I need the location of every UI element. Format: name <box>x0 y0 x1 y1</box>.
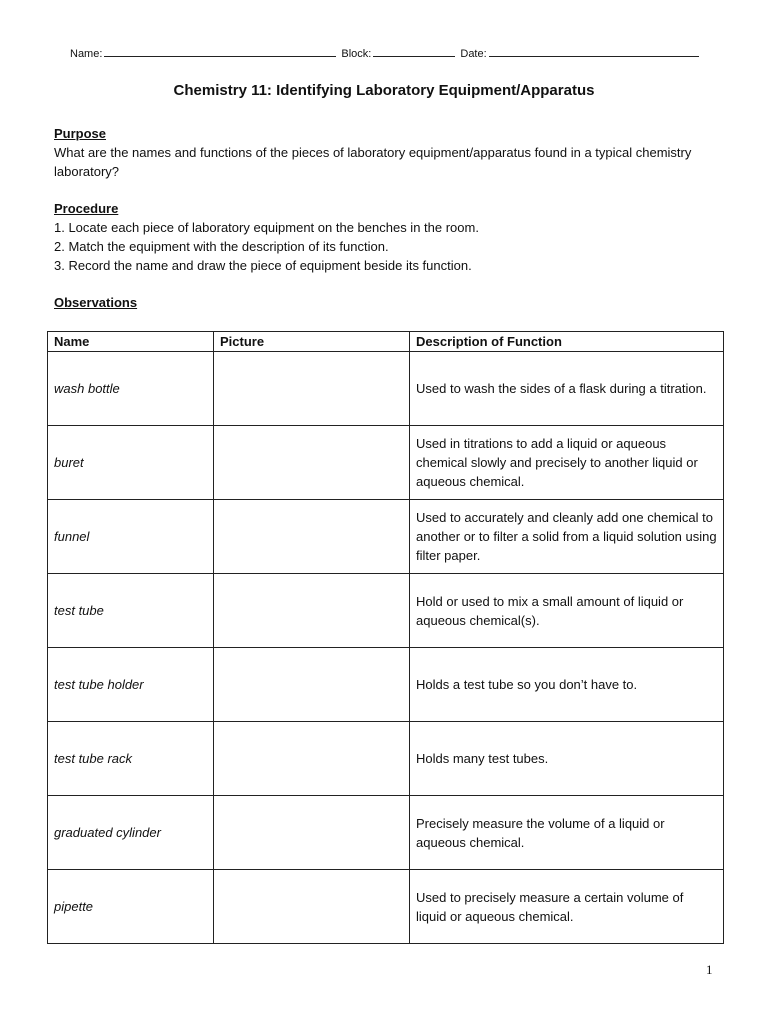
procedure-step: 1. Locate each piece of laboratory equipment on the benches in the room. <box>54 220 479 235</box>
purpose-heading: Purpose <box>54 126 107 141</box>
function-description: Holds a test tube so you don’t have to. <box>410 648 724 722</box>
block-field[interactable] <box>373 46 455 57</box>
function-description: Used to accurately and cleanly add one chemical to another or to filter a solid from a liquid solution using filter paper. <box>410 500 724 574</box>
function-description: Holds many test tubes. <box>410 722 724 796</box>
purpose-section <box>54 124 734 181</box>
equipment-name: test tube holder <box>48 648 214 722</box>
procedure-section <box>54 199 734 275</box>
observations-section <box>54 293 734 312</box>
equipment-name: funnel <box>48 500 214 574</box>
date-field[interactable] <box>489 46 699 57</box>
table-row <box>48 500 724 574</box>
block-label: Block: <box>341 48 372 60</box>
picture-cell[interactable] <box>214 870 410 944</box>
column-header-name: Name <box>48 332 214 352</box>
picture-cell[interactable] <box>214 500 410 574</box>
picture-cell[interactable] <box>214 574 410 648</box>
function-description: Used to precisely measure a certain volume of liquid or aqueous chemical. <box>410 870 724 944</box>
equipment-name: graduated cylinder <box>48 796 214 870</box>
table-row <box>48 796 724 870</box>
date-label: Date: <box>460 48 487 60</box>
equipment-name: wash bottle <box>48 352 214 426</box>
procedure-step: 2. Match the equipment with the description of its function. <box>54 239 389 254</box>
observations-heading: Observations <box>54 295 138 310</box>
column-header-description: Description of Function <box>410 332 724 352</box>
table-row <box>48 352 724 426</box>
equipment-name: test tube rack <box>48 722 214 796</box>
table-row <box>48 870 724 944</box>
table-header-row <box>48 332 724 352</box>
function-description: Used to wash the sides of a flask during a titration. <box>410 352 724 426</box>
function-description: Precisely measure the volume of a liquid or aqueous chemical. <box>410 796 724 870</box>
page-number: 1 <box>706 962 713 977</box>
student-info-line <box>70 46 710 60</box>
picture-cell[interactable] <box>214 426 410 500</box>
purpose-text: What are the names and functions of the pieces of laboratory equipment/apparatus found in a typical chemistry laboratory? <box>54 145 692 179</box>
function-description: Hold or used to mix a small amount of liquid or aqueous chemical(s). <box>410 574 724 648</box>
equipment-name: pipette <box>48 870 214 944</box>
page-title: Chemistry 11: Identifying Laboratory Equipment/Apparatus <box>173 82 595 99</box>
table-row <box>48 722 724 796</box>
name-label: Name: <box>70 48 103 60</box>
procedure-step: 3. Record the name and draw the piece of equipment beside its function. <box>54 258 472 273</box>
table-row <box>48 426 724 500</box>
picture-cell[interactable] <box>214 722 410 796</box>
equipment-table <box>47 331 724 944</box>
procedure-heading: Procedure <box>54 201 119 216</box>
equipment-name: test tube <box>48 574 214 648</box>
column-header-picture: Picture <box>214 332 410 352</box>
table-row <box>48 574 724 648</box>
function-description: Used in titrations to add a liquid or aqueous chemical slowly and precisely to another liquid or aqueous chemical. <box>410 426 724 500</box>
picture-cell[interactable] <box>214 648 410 722</box>
equipment-name: buret <box>48 426 214 500</box>
table-row <box>48 648 724 722</box>
name-field[interactable] <box>104 46 336 57</box>
picture-cell[interactable] <box>214 352 410 426</box>
picture-cell[interactable] <box>214 796 410 870</box>
